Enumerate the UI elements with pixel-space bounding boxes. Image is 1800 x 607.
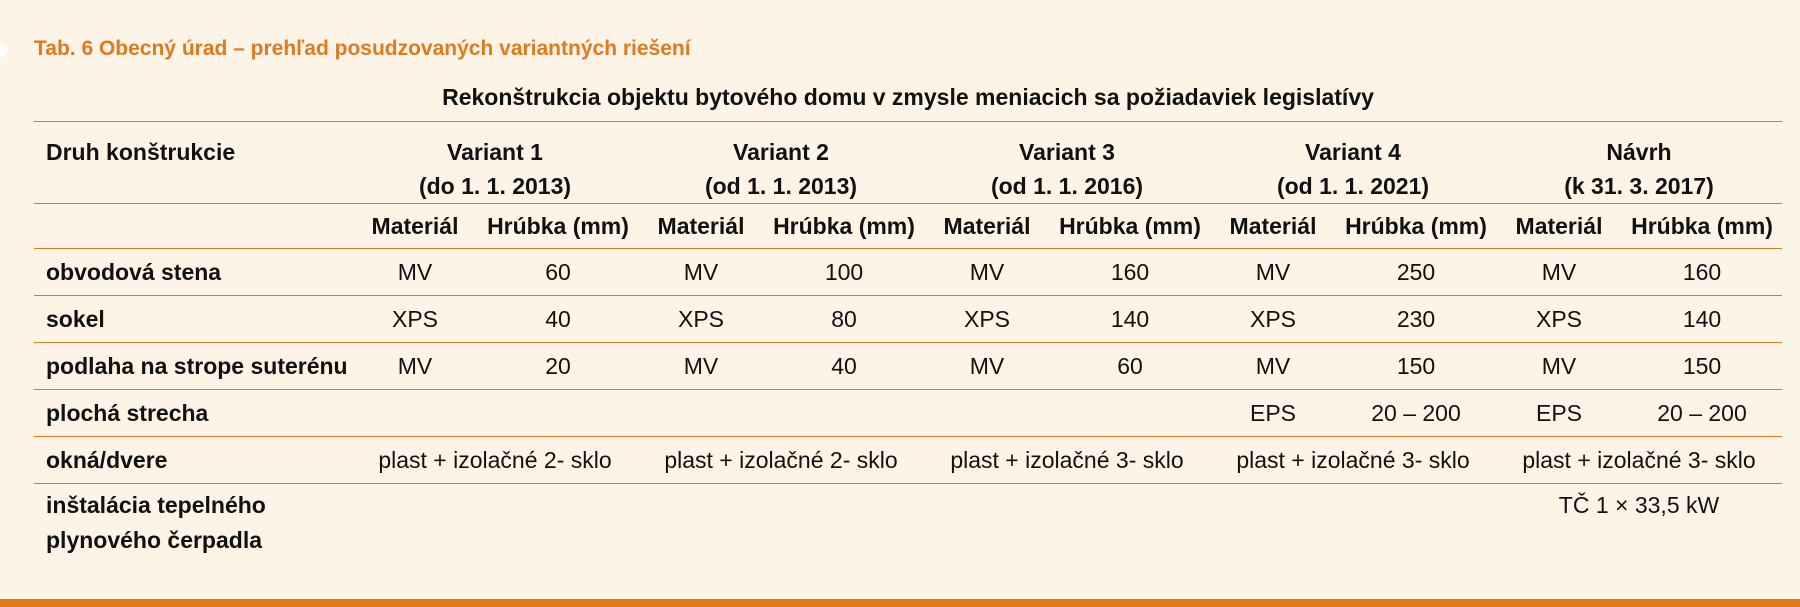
- material-cell: MV: [924, 343, 1050, 390]
- material-cell: MV: [1210, 249, 1336, 296]
- empty-cell: [924, 484, 1210, 568]
- material-cell: XPS: [1496, 296, 1622, 343]
- row-label: okná/dvere: [34, 437, 352, 484]
- material-cell: [352, 390, 478, 437]
- thickness-header: Hrúbka (mm): [1336, 204, 1496, 249]
- empty-cell: [638, 484, 924, 568]
- row-label: inštalácia tepelného plynového čerpadla: [34, 484, 352, 568]
- windows-cell: plast + izolačné 3- sklo: [924, 437, 1210, 484]
- variant-header: [1210, 122, 1496, 204]
- material-cell: EPS: [1496, 390, 1622, 437]
- thickness-cell: 60: [478, 249, 638, 296]
- material-cell: MV: [1210, 343, 1336, 390]
- thickness-header: Hrúbka (mm): [1050, 204, 1210, 249]
- variant-name: Variant 1: [447, 139, 543, 165]
- subheader-row: [34, 204, 1782, 249]
- material-header: Materiál: [352, 204, 478, 249]
- variant-date: (od 1. 1. 2016): [990, 173, 1144, 199]
- thickness-cell: [764, 390, 924, 437]
- caption-marker: [0, 41, 9, 59]
- variant-header: [1496, 122, 1782, 204]
- variant-header-row: [34, 122, 1782, 204]
- thickness-cell: 40: [764, 343, 924, 390]
- windows-cell: plast + izolačné 3- sklo: [1210, 437, 1496, 484]
- material-cell: XPS: [924, 296, 1050, 343]
- thickness-cell: [1050, 390, 1210, 437]
- thickness-cell: 140: [1050, 296, 1210, 343]
- table-subtitle: Rekonštrukcia objektu bytového domu v zmysle meniacich sa požiadaviek legislatívy: [442, 84, 1374, 110]
- row-label: podlaha na strope suterénu: [34, 343, 352, 390]
- material-cell: [924, 390, 1050, 437]
- thickness-cell: 20 – 200: [1336, 390, 1496, 437]
- material-cell: XPS: [1210, 296, 1336, 343]
- windows-row: [34, 437, 1782, 484]
- variant-name: Variant 2: [733, 139, 829, 165]
- thickness-cell: 230: [1336, 296, 1496, 343]
- thickness-cell: 100: [764, 249, 924, 296]
- heatpump-cell: TČ 1 × 33,5 kW: [1496, 484, 1782, 568]
- windows-cell: plast + izolačné 2- sklo: [638, 437, 924, 484]
- thickness-cell: 150: [1622, 343, 1782, 390]
- thickness-header: Hrúbka (mm): [478, 204, 638, 249]
- thickness-cell: 150: [1336, 343, 1496, 390]
- thickness-cell: 60: [1050, 343, 1210, 390]
- material-header: Materiál: [1496, 204, 1622, 249]
- thickness-cell: 40: [478, 296, 638, 343]
- material-cell: MV: [638, 343, 764, 390]
- thickness-header: Hrúbka (mm): [764, 204, 924, 249]
- subheader-empty: [34, 204, 352, 249]
- material-cell: MV: [352, 249, 478, 296]
- variant-header: [924, 122, 1210, 204]
- variant-name: Variant 4: [1305, 139, 1401, 165]
- windows-cell: plast + izolačné 2- sklo: [352, 437, 638, 484]
- material-cell: EPS: [1210, 390, 1336, 437]
- thickness-cell: 160: [1050, 249, 1210, 296]
- variant-name: Variant 3: [1019, 139, 1115, 165]
- variant-date: (od 1. 1. 2021): [1276, 173, 1430, 199]
- table-row: [34, 390, 1782, 437]
- variant-name: Návrh: [1606, 139, 1672, 165]
- row-label: sokel: [34, 296, 352, 343]
- material-cell: MV: [924, 249, 1050, 296]
- variants-table: [34, 122, 1782, 568]
- material-cell: MV: [352, 343, 478, 390]
- material-header: Materiál: [1210, 204, 1336, 249]
- bottom-bar: [0, 599, 1800, 607]
- thickness-cell: 20: [478, 343, 638, 390]
- material-cell: [638, 390, 764, 437]
- row-label: obvodová stena: [34, 249, 352, 296]
- table-row: [34, 249, 1782, 296]
- material-cell: MV: [1496, 343, 1622, 390]
- thickness-cell: 140: [1622, 296, 1782, 343]
- material-header: Materiál: [924, 204, 1050, 249]
- empty-cell: [352, 484, 638, 568]
- thickness-cell: 20 – 200: [1622, 390, 1782, 437]
- table-row: [34, 343, 1782, 390]
- thickness-cell: 160: [1622, 249, 1782, 296]
- material-header: Materiál: [638, 204, 764, 249]
- thickness-header: Hrúbka (mm): [1622, 204, 1782, 249]
- material-cell: XPS: [638, 296, 764, 343]
- construction-type-header: Druh konštrukcie: [46, 139, 236, 165]
- variant-date: (k 31. 3. 2017): [1564, 173, 1714, 199]
- row-label: plochá strecha: [34, 390, 352, 437]
- thickness-cell: 250: [1336, 249, 1496, 296]
- variant-header: [352, 122, 638, 204]
- material-cell: MV: [1496, 249, 1622, 296]
- variant-date: (do 1. 1. 2013): [418, 173, 572, 199]
- table-row: [34, 296, 1782, 343]
- empty-cell: [1210, 484, 1496, 568]
- table-caption: Tab. 6 Obecný úrad – prehľad posudzovaných variantných riešení: [34, 37, 691, 60]
- thickness-cell: 80: [764, 296, 924, 343]
- heatpump-row: [34, 484, 1782, 568]
- thickness-cell: [478, 390, 638, 437]
- windows-cell: plast + izolačné 3- sklo: [1496, 437, 1782, 484]
- material-cell: MV: [638, 249, 764, 296]
- material-cell: XPS: [352, 296, 478, 343]
- variant-header: [638, 122, 924, 204]
- variant-date: (od 1. 1. 2013): [704, 173, 858, 199]
